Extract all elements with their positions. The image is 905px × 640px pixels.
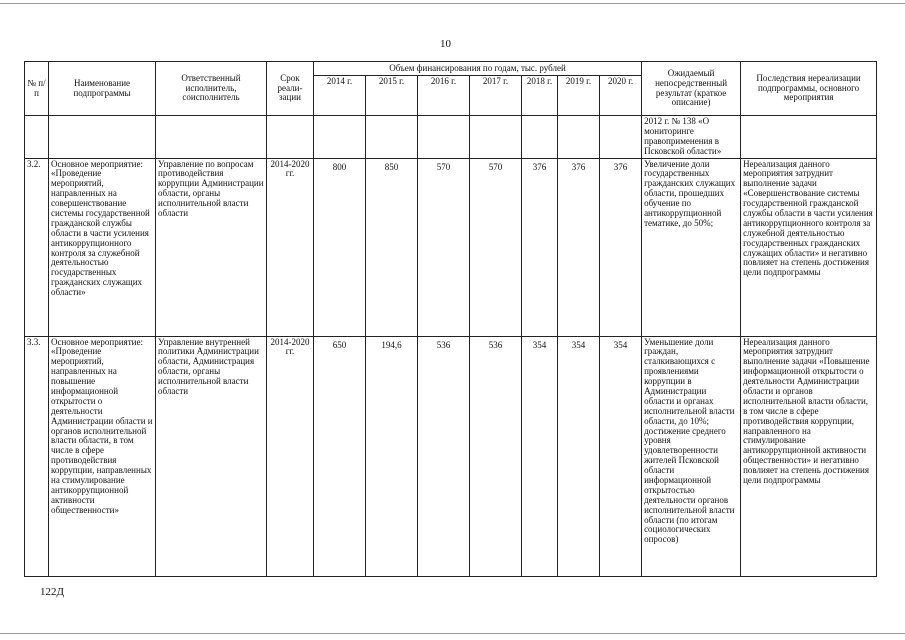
row-name: Основное мероприятие: «Проведение мероприятий, направленных на повышение информационной открытости о деятельности Администрации области и органов исполнительной власти области, в том числе в сфере противодействия коррупции, направленных на стимулирование антикоррупционной активности общественности» [49, 336, 156, 576]
header-name: Наименование подпрограммы [49, 62, 156, 116]
row-value: 570 [470, 158, 522, 336]
header-year: 2016 г. [418, 76, 470, 116]
row-value: 800 [314, 158, 366, 336]
row-value: 536 [418, 336, 470, 576]
header-responsible: Ответственный исполнитель, соисполнитель [156, 62, 267, 116]
continuation-result: 2012 г. № 138 «О мониторинге правоприменения в Псковской области» [642, 116, 741, 159]
row-value: 354 [600, 336, 642, 576]
continuation-row [25, 116, 877, 159]
header-row [25, 62, 877, 76]
row-term: 2014-2020 гг. [267, 336, 314, 576]
header-year: 2014 г. [314, 76, 366, 116]
row-num: 3.3. [25, 336, 49, 576]
row-value: 354 [558, 336, 600, 576]
header-year: 2020 г. [600, 76, 642, 116]
header-result: Ожидаемый непосредственный результат (краткое описание) [642, 62, 741, 116]
row-result: Увеличение доли государственных гражданских служащих области, прошедших обучение по антикоррупционной тематике, до 50%; [642, 158, 741, 336]
header-year: 2019 г. [558, 76, 600, 116]
row-value: 376 [522, 158, 558, 336]
header-consequences: Последствия нереализации подпрограммы, основного мероприятия [741, 62, 877, 116]
row-result: Уменьшение доли граждан, сталкивающихся с проявлениями коррупции в Администрации области и органах исполнительной власти области, до 10%; достижение среднего уровня удовлетворенности жителей Псковской области информационной открытостью деятельности органов исполнительной власти области (по итогам социологических опросов) [642, 336, 741, 576]
row-value: 376 [600, 158, 642, 336]
table-row [25, 158, 877, 336]
row-value: 536 [470, 336, 522, 576]
row-value: 570 [418, 158, 470, 336]
scan-edge-bottom [0, 633, 905, 634]
row-value: 376 [558, 158, 600, 336]
row-term: 2014-2020 гг. [267, 158, 314, 336]
page-number: 10 [440, 38, 451, 50]
table-row [25, 336, 877, 576]
row-value: 650 [314, 336, 366, 576]
header-num: № п/п [25, 62, 49, 116]
row-value: 354 [522, 336, 558, 576]
row-responsible: Управление по вопросам противодействия коррупции Администрации области, органы исполнительной власти области [156, 158, 267, 336]
row-num: 3.2. [25, 158, 49, 336]
header-term: Срок реали-зации [267, 62, 314, 116]
row-value: 850 [366, 158, 418, 336]
row-name: Основное мероприятие: «Проведение мероприятий, направленных на совершенствование системы государственной гражданской службы области в части усиления антикоррупционного контроля за служебной деятельностью государственных гражданских служащих области» [49, 158, 156, 336]
header-year: 2018 г. [522, 76, 558, 116]
row-responsible: Управление внутренней политики Администрации области, Администрация области, органы исполнительной власти области [156, 336, 267, 576]
row-value: 194,6 [366, 336, 418, 576]
header-funding: Объем финансирования по годам, тыс. рублей [314, 62, 642, 76]
scan-edge-top [0, 3, 905, 4]
funding-table [24, 61, 877, 577]
row-consequences: Нереализация данного мероприятия затруднит выполнение задачи «Совершенствование системы государственной гражданской службы области в части усиления антикоррупционного контроля за служебной деятельностью государственных гражданских служащих области» и негативно повлияет на степень достижения цели подпрограммы [741, 158, 877, 336]
footer-code: 122Д [40, 586, 65, 598]
header-year: 2017 г. [470, 76, 522, 116]
row-consequences: Нереализация данного мероприятия затруднит выполнение задачи «Повышение информационной открытости о деятельности Администрации области и органов исполнительной власти области, в том числе в сфере противодействия коррупции, направленного на стимулирование антикоррупционной активности общественности» и негативно повлияет на степень достижения цели подпрограммы [741, 336, 877, 576]
header-year: 2015 г. [366, 76, 418, 116]
